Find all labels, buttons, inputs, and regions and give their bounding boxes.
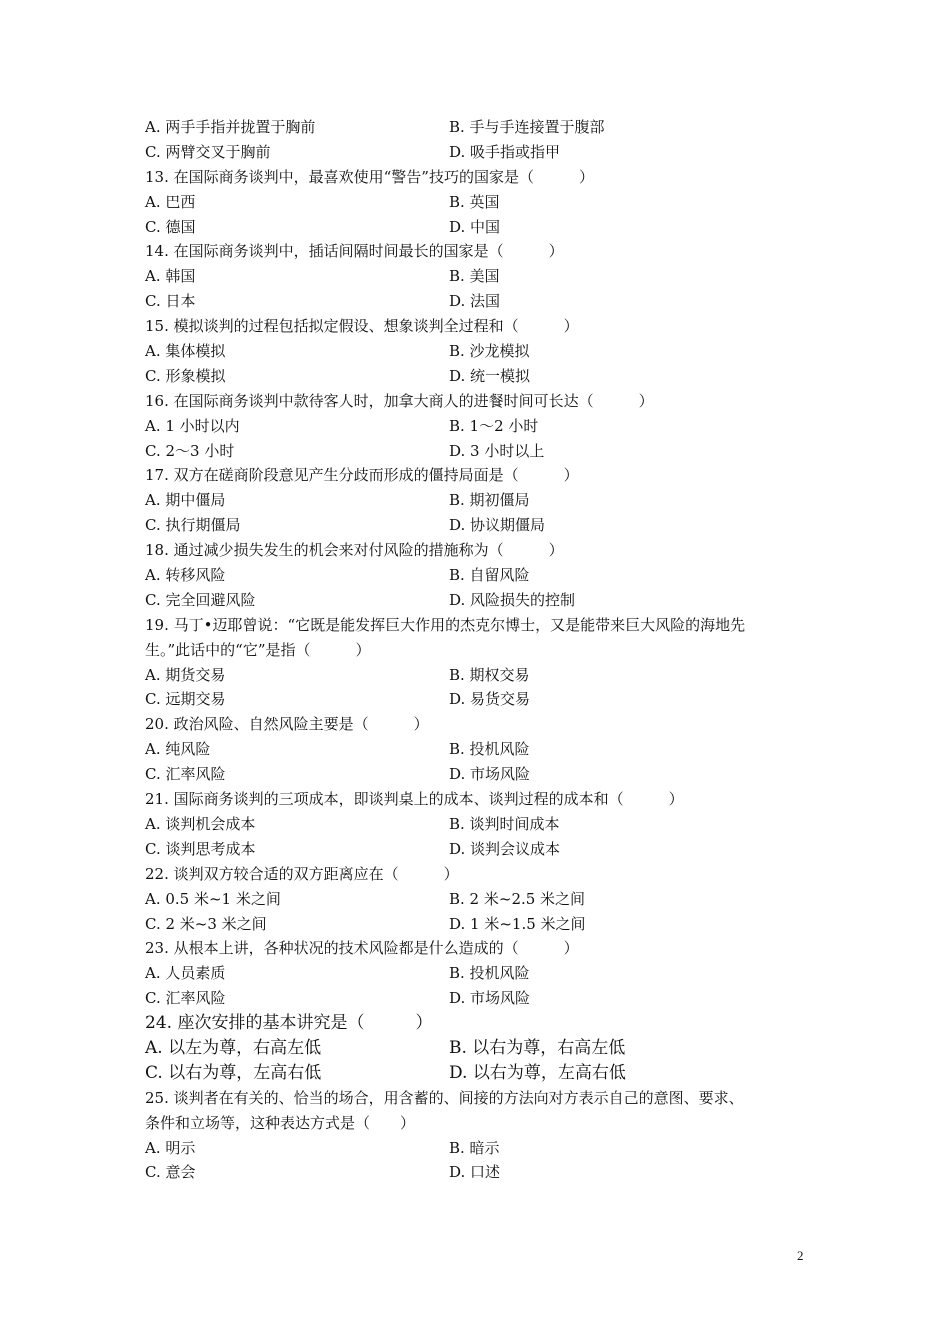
option-right: B. 谈判时间成本 [449, 814, 560, 833]
option-left: C. 汇率风险 [145, 765, 226, 784]
option-row [145, 1061, 825, 1086]
option-row [145, 912, 825, 937]
option-left: A. 纯风险 [145, 740, 211, 759]
option-right: D. 中国 [449, 217, 501, 236]
option-left: C. 汇率风险 [145, 989, 226, 1008]
option-left: C. 以右为尊，左高右低 [145, 1062, 322, 1083]
question-text: 生。”此话中的“它”是指（ ） [145, 640, 371, 659]
option-right: B. 暗示 [449, 1138, 500, 1157]
option-left: A. 0.5 米~1 米之间 [145, 889, 281, 908]
option-left: A. 以左为尊，右高左低 [145, 1037, 322, 1058]
option-right: B. 自留风险 [449, 566, 530, 585]
option-right: B. 英国 [449, 192, 500, 211]
option-right: B. 1～2 小时 [449, 416, 539, 435]
question-text: 14. 在国际商务谈判中，插话间隔时间最长的国家是（ ） [145, 242, 564, 261]
option-left: A. 1 小时以内 [145, 416, 240, 435]
exam-content [145, 115, 825, 1185]
option-row [145, 961, 825, 986]
question-text: 24. 座次安排的基本讲究是（ ） [145, 1013, 433, 1034]
option-right: D. 3 小时以上 [449, 441, 545, 460]
option-left: C. 完全回避风险 [145, 590, 256, 609]
question-text: 条件和立场等，这种表达方式是（ ） [145, 1113, 416, 1132]
option-right: B. 期初僵局 [449, 491, 530, 510]
option-row [145, 588, 825, 613]
question-text: 22. 谈判双方较合适的双方距离应在（ ） [145, 864, 459, 883]
option-row [145, 414, 825, 439]
option-row [145, 837, 825, 862]
option-left: C. 德国 [145, 217, 196, 236]
question-text: 17. 双方在磋商阶段意见产生分歧而形成的僵持局面是（ ） [145, 466, 579, 485]
option-row [145, 140, 825, 165]
question-text: 13. 在国际商务谈判中，最喜欢使用“警告”技巧的国家是（ ） [145, 167, 594, 186]
option-row [145, 1136, 825, 1161]
question-text: 16. 在国际商务谈判中款待客人时，加拿大商人的进餐时间可长达（ ） [145, 391, 654, 410]
option-left: A. 明示 [145, 1138, 196, 1157]
option-right: B. 2 米~2.5 米之间 [449, 889, 586, 908]
option-row [145, 986, 825, 1011]
option-right: D. 协议期僵局 [449, 516, 546, 535]
option-right: B. 期权交易 [449, 665, 530, 684]
question-text: 20. 政治风险、自然风险主要是（ ） [145, 715, 429, 734]
option-row [145, 439, 825, 464]
option-left: C. 2～3 小时 [145, 441, 235, 460]
question-text: 23. 从根本上讲，各种状况的技术风险都是什么造成的（ ） [145, 939, 579, 958]
option-row [145, 812, 825, 837]
option-row [145, 513, 825, 538]
question-text: 21. 国际商务谈判的三项成本，即谈判桌上的成本、谈判过程的成本和（ ） [145, 790, 684, 809]
option-right: D. 法国 [449, 292, 501, 311]
option-row [145, 364, 825, 389]
option-left: C. 执行期僵局 [145, 516, 241, 535]
question-text: 25. 谈判者在有关的、恰当的场合，用含蓄的、间接的方法向对方表示自己的意图、要求、 [145, 1088, 744, 1107]
option-right: D. 1 米~1.5 米之间 [449, 914, 586, 933]
page-number: 2 [797, 1248, 804, 1263]
question-text: 19. 马丁•迈耶曾说：“它既是能发挥巨大作用的杰克尔博士，又是能带来巨大风险的海地先 [145, 615, 746, 634]
option-left: A. 韩国 [145, 267, 196, 286]
option-left: A. 两手手指并拢置于胸前 [145, 118, 316, 136]
option-left: A. 期中僵局 [145, 491, 226, 510]
option-left: C. 意会 [145, 1163, 196, 1182]
option-left: A. 期货交易 [145, 665, 226, 684]
option-right: B. 手与手连接置于腹部 [449, 118, 605, 136]
option-right: D. 风险损失的控制 [449, 590, 576, 609]
option-right: D. 吸手指或指甲 [449, 142, 561, 161]
option-left: A. 人员素质 [145, 964, 226, 983]
option-left: C. 2 米~3 米之间 [145, 914, 267, 933]
option-right: D. 以右为尊，左高右低 [449, 1062, 626, 1083]
option-left: A. 转移风险 [145, 566, 226, 585]
option-left: A. 集体模拟 [145, 342, 226, 361]
option-row [145, 663, 825, 688]
option-row [145, 488, 825, 513]
option-row [145, 687, 825, 712]
option-row [145, 190, 825, 215]
option-right: B. 沙龙模拟 [449, 342, 530, 361]
option-right: D. 口述 [449, 1163, 501, 1182]
option-row [145, 737, 825, 762]
option-right: B. 投机风险 [449, 964, 530, 983]
option-row [145, 264, 825, 289]
option-row [145, 1160, 825, 1185]
option-row [145, 563, 825, 588]
question-text: 18. 通过减少损失发生的机会来对付风险的措施称为（ ） [145, 541, 564, 560]
question-text: 15. 模拟谈判的过程包括拟定假设、想象谈判全过程和（ ） [145, 317, 579, 336]
option-left: C. 形象模拟 [145, 366, 226, 385]
option-left: C. 两臂交叉于胸前 [145, 142, 271, 161]
option-row [145, 289, 825, 314]
option-right: D. 市场风险 [449, 765, 531, 784]
option-right: D. 谈判会议成本 [449, 839, 561, 858]
option-right: B. 美国 [449, 267, 500, 286]
option-left: C. 日本 [145, 292, 196, 311]
option-right: D. 市场风险 [449, 989, 531, 1008]
option-row [145, 339, 825, 364]
option-left: A. 谈判机会成本 [145, 814, 256, 833]
option-right: D. 易货交易 [449, 690, 531, 709]
option-row [145, 762, 825, 787]
option-right: D. 统一模拟 [449, 366, 531, 385]
option-left: C. 远期交易 [145, 690, 226, 709]
option-left: A. 巴西 [145, 192, 196, 211]
option-right: B. 以右为尊，右高左低 [449, 1037, 626, 1058]
option-row [145, 887, 825, 912]
option-row [145, 115, 825, 140]
option-row [145, 1036, 825, 1061]
option-left: C. 谈判思考成本 [145, 839, 256, 858]
option-row [145, 215, 825, 240]
option-right: B. 投机风险 [449, 740, 530, 759]
